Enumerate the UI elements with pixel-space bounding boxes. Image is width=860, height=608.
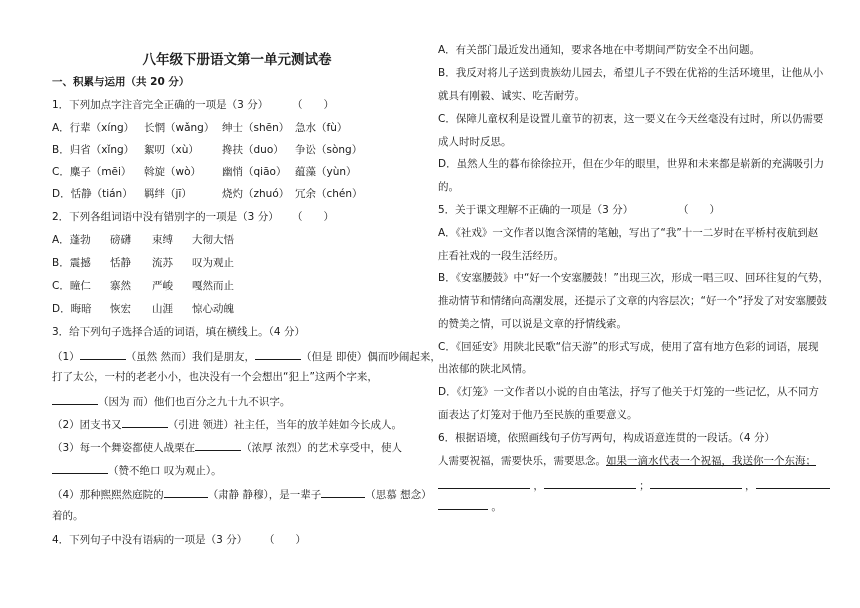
line-text: （赞不绝口 叹为观止）。 <box>108 465 222 477</box>
line-text: （虽然 然而）我们是朋友， <box>125 351 256 363</box>
question-3-line <box>52 348 441 364</box>
question-4 <box>52 533 306 547</box>
answer-blank[interactable] <box>52 393 98 405</box>
answer-paren: （ ） <box>292 211 334 223</box>
answer-blank[interactable] <box>544 477 636 489</box>
answer-blank[interactable] <box>438 498 488 510</box>
option-text: 烧灼（zhuó） <box>222 188 290 200</box>
option-line: C．保障儿童权利是设置儿童节的初衷，这一要义在今天丝毫没有过时，所以仍需要 <box>438 113 824 125</box>
option-text: D．恬静（tián） <box>52 188 133 200</box>
option-text: 斡旋（wò） <box>144 166 202 178</box>
item-number: （1） <box>52 351 80 363</box>
option-text: 絮叨（xù） <box>144 144 199 156</box>
option-text: 嘎然而止 <box>192 280 234 292</box>
option-row <box>52 187 363 201</box>
option-row <box>52 121 348 135</box>
line-text: （2）团支书又 <box>52 419 122 431</box>
answer-blank[interactable] <box>164 486 208 498</box>
question-stem: 5．关于课文理解不正确的一项是（3 分） <box>438 204 634 216</box>
option-line: 庄看社戏的一段生活经历。 <box>438 250 564 262</box>
question-3-stem: 3．给下列句子选择合适的词语，填在横线上。（4 分） <box>52 326 305 338</box>
question-2 <box>52 210 334 224</box>
option-text: 蕴藻（yùn） <box>295 166 357 178</box>
question-6-blanks: 。 <box>438 498 502 514</box>
option-text: 搀扶（duo） <box>222 144 284 156</box>
answer-blank[interactable] <box>438 477 530 489</box>
answer-blank[interactable] <box>52 462 108 474</box>
option-text: 恬静 <box>110 257 131 269</box>
option-text: 绅士（shēn） <box>222 122 290 134</box>
option-line: 的赞美之情，可以说是文章的抒情线索。 <box>438 318 627 330</box>
option-text: 磅礴 <box>110 234 131 246</box>
option-text: 流苏 <box>152 257 173 269</box>
line-text: （3）每一个舞姿都使人战栗在 <box>52 442 196 454</box>
answer-blank[interactable] <box>255 348 301 360</box>
option-text: A．蓬勃 <box>52 234 91 246</box>
option-text: 山涯 <box>152 303 173 315</box>
option-line: D．虽然人生的暮布徐徐拉开，但在少年的眼里，世界和未来都是崭新的充满吸引力 <box>438 158 825 170</box>
option-line: 成人时时反思。 <box>438 136 512 148</box>
answer-blank[interactable] <box>122 416 168 428</box>
question-6-stem: 6．根据语境，依照画线句子仿写两句，构成语意连贯的一段话。（4 分） <box>438 432 775 444</box>
option-text: 争讼（sòng） <box>295 144 363 156</box>
question-stem: 2．下列各组词语中没有错别字的一项是（3 分） <box>52 211 279 223</box>
option-text: 长惘（wǎng） <box>144 122 215 134</box>
option-line: D．《灯笼》一文作者以小说的自由笔法，抒写了他关于灯笼的一些记忆，从不同方 <box>438 386 819 398</box>
option-text: A．行辈（xíng） <box>52 122 135 134</box>
underlined-sentence: 如果一滴水代表一个祝福，我送你一个东海； <box>606 455 816 467</box>
option-text: 束缚 <box>152 234 173 246</box>
question-6-blanks: ， ； ， <box>438 477 830 493</box>
question-3-line <box>52 439 402 455</box>
question-3-line <box>52 486 432 502</box>
question-stem: 4．下列句子中没有语病的一项是（3 分） <box>52 534 248 546</box>
answer-paren: （ ） <box>264 534 306 546</box>
option-text: 叹为观止 <box>192 257 234 269</box>
option-text: B．震撼 <box>52 257 91 269</box>
question-5 <box>438 203 720 217</box>
option-text: C．瞳仁 <box>52 280 91 292</box>
question-3-line <box>52 462 222 478</box>
option-line: B．我反对将儿子送到贵族幼儿园去，希望儿子不毁在优裕的生活环境里，让他从小 <box>438 67 824 79</box>
answer-blank[interactable] <box>195 439 241 451</box>
question-6-context <box>438 454 816 468</box>
option-row <box>52 256 234 270</box>
answer-paren: （ ） <box>292 99 334 111</box>
option-text: 羁绊（jī） <box>144 188 192 200</box>
option-text: 惊心动魄 <box>192 303 234 315</box>
option-line: C．《回延安》用陕北民歌“信天游”的形式写成，使用了富有地方色彩的词语，展现 <box>438 341 819 353</box>
option-line: 面表达了灯笼对于他乃至民族的重要意义。 <box>438 409 638 421</box>
page-title: 八年级下册语文第一单元测试卷 <box>142 52 332 68</box>
section-heading: 一、积累与运用（共 20 分） <box>52 76 190 88</box>
question-3-line: 打了太公，一村的老老小小，也决没有一个会想出“犯上”这两个字来， <box>52 371 378 383</box>
option-line: 的。 <box>438 181 459 193</box>
answer-blank[interactable] <box>321 486 365 498</box>
question-3-line: 着的。 <box>52 510 84 522</box>
option-row <box>52 143 363 157</box>
line-text: （浓厚 浓烈）的艺术享受中，使人 <box>241 442 403 454</box>
option-line: B．《安塞腰鼓》中“好一个安塞腰鼓！”出现三次，形成一唱三叹、回环往复的气势， <box>438 272 829 284</box>
answer-blank[interactable] <box>650 477 742 489</box>
question-3-line <box>52 393 290 409</box>
option-text: 冗余（chén） <box>295 188 363 200</box>
option-line: A．《社戏》一文作者以饱含深情的笔触，写出了“我”十一二岁时在平桥村夜航到赵 <box>438 227 819 239</box>
answer-paren: （ ） <box>678 204 720 216</box>
line-text: （但是 即使）偶而吵闹起来， <box>301 351 441 363</box>
line-text: （引进 领进）社主任，当年的放羊娃如今长成人。 <box>167 419 403 431</box>
option-row <box>52 279 234 293</box>
line-text: 人需要祝福，需要快乐，需要思念。 <box>438 455 606 467</box>
option-text: 严峻 <box>152 280 173 292</box>
option-line: 出浓郁的陕北风情。 <box>438 363 533 375</box>
option-line: 就具有刚毅、诚实、吃苦耐劳。 <box>438 90 585 102</box>
line-text: （因为 而）他们也百分之九十九不识字。 <box>98 396 291 408</box>
option-row <box>52 233 234 247</box>
question-stem: 1．下列加点字注音完全正确的一项是（3 分） <box>52 99 269 111</box>
question-1 <box>52 98 334 112</box>
option-row <box>52 165 357 179</box>
option-row <box>52 302 234 316</box>
question-3-line <box>52 416 402 432</box>
answer-blank[interactable] <box>756 477 830 489</box>
answer-blank[interactable] <box>80 348 126 360</box>
option-line: 推动情节和情绪向高潮发展，还提示了文章的内容层次；“好一个”抒发了对安塞腰鼓 <box>438 295 827 307</box>
option-text: 寨然 <box>110 280 131 292</box>
line-text: （肃静 静穆），是一辈子 <box>207 489 322 501</box>
option-text: 幽悄（qiāo） <box>222 166 287 178</box>
option-text: 急水（fù） <box>295 122 348 134</box>
option-text: 恢宏 <box>110 303 131 315</box>
option-line: A．有关部门最近发出通知，要求各地在中考期间严防安全不出问题。 <box>438 44 761 56</box>
line-text: （4）那种熙熙然庭院的 <box>52 489 164 501</box>
option-text: B．归省（xǐng） <box>52 144 135 156</box>
line-text: （思慕 想念） <box>365 489 432 501</box>
option-text: C．麋子（mēi） <box>52 166 132 178</box>
option-text: D．晦暗 <box>52 303 92 315</box>
option-text: 大彻大悟 <box>192 234 234 246</box>
